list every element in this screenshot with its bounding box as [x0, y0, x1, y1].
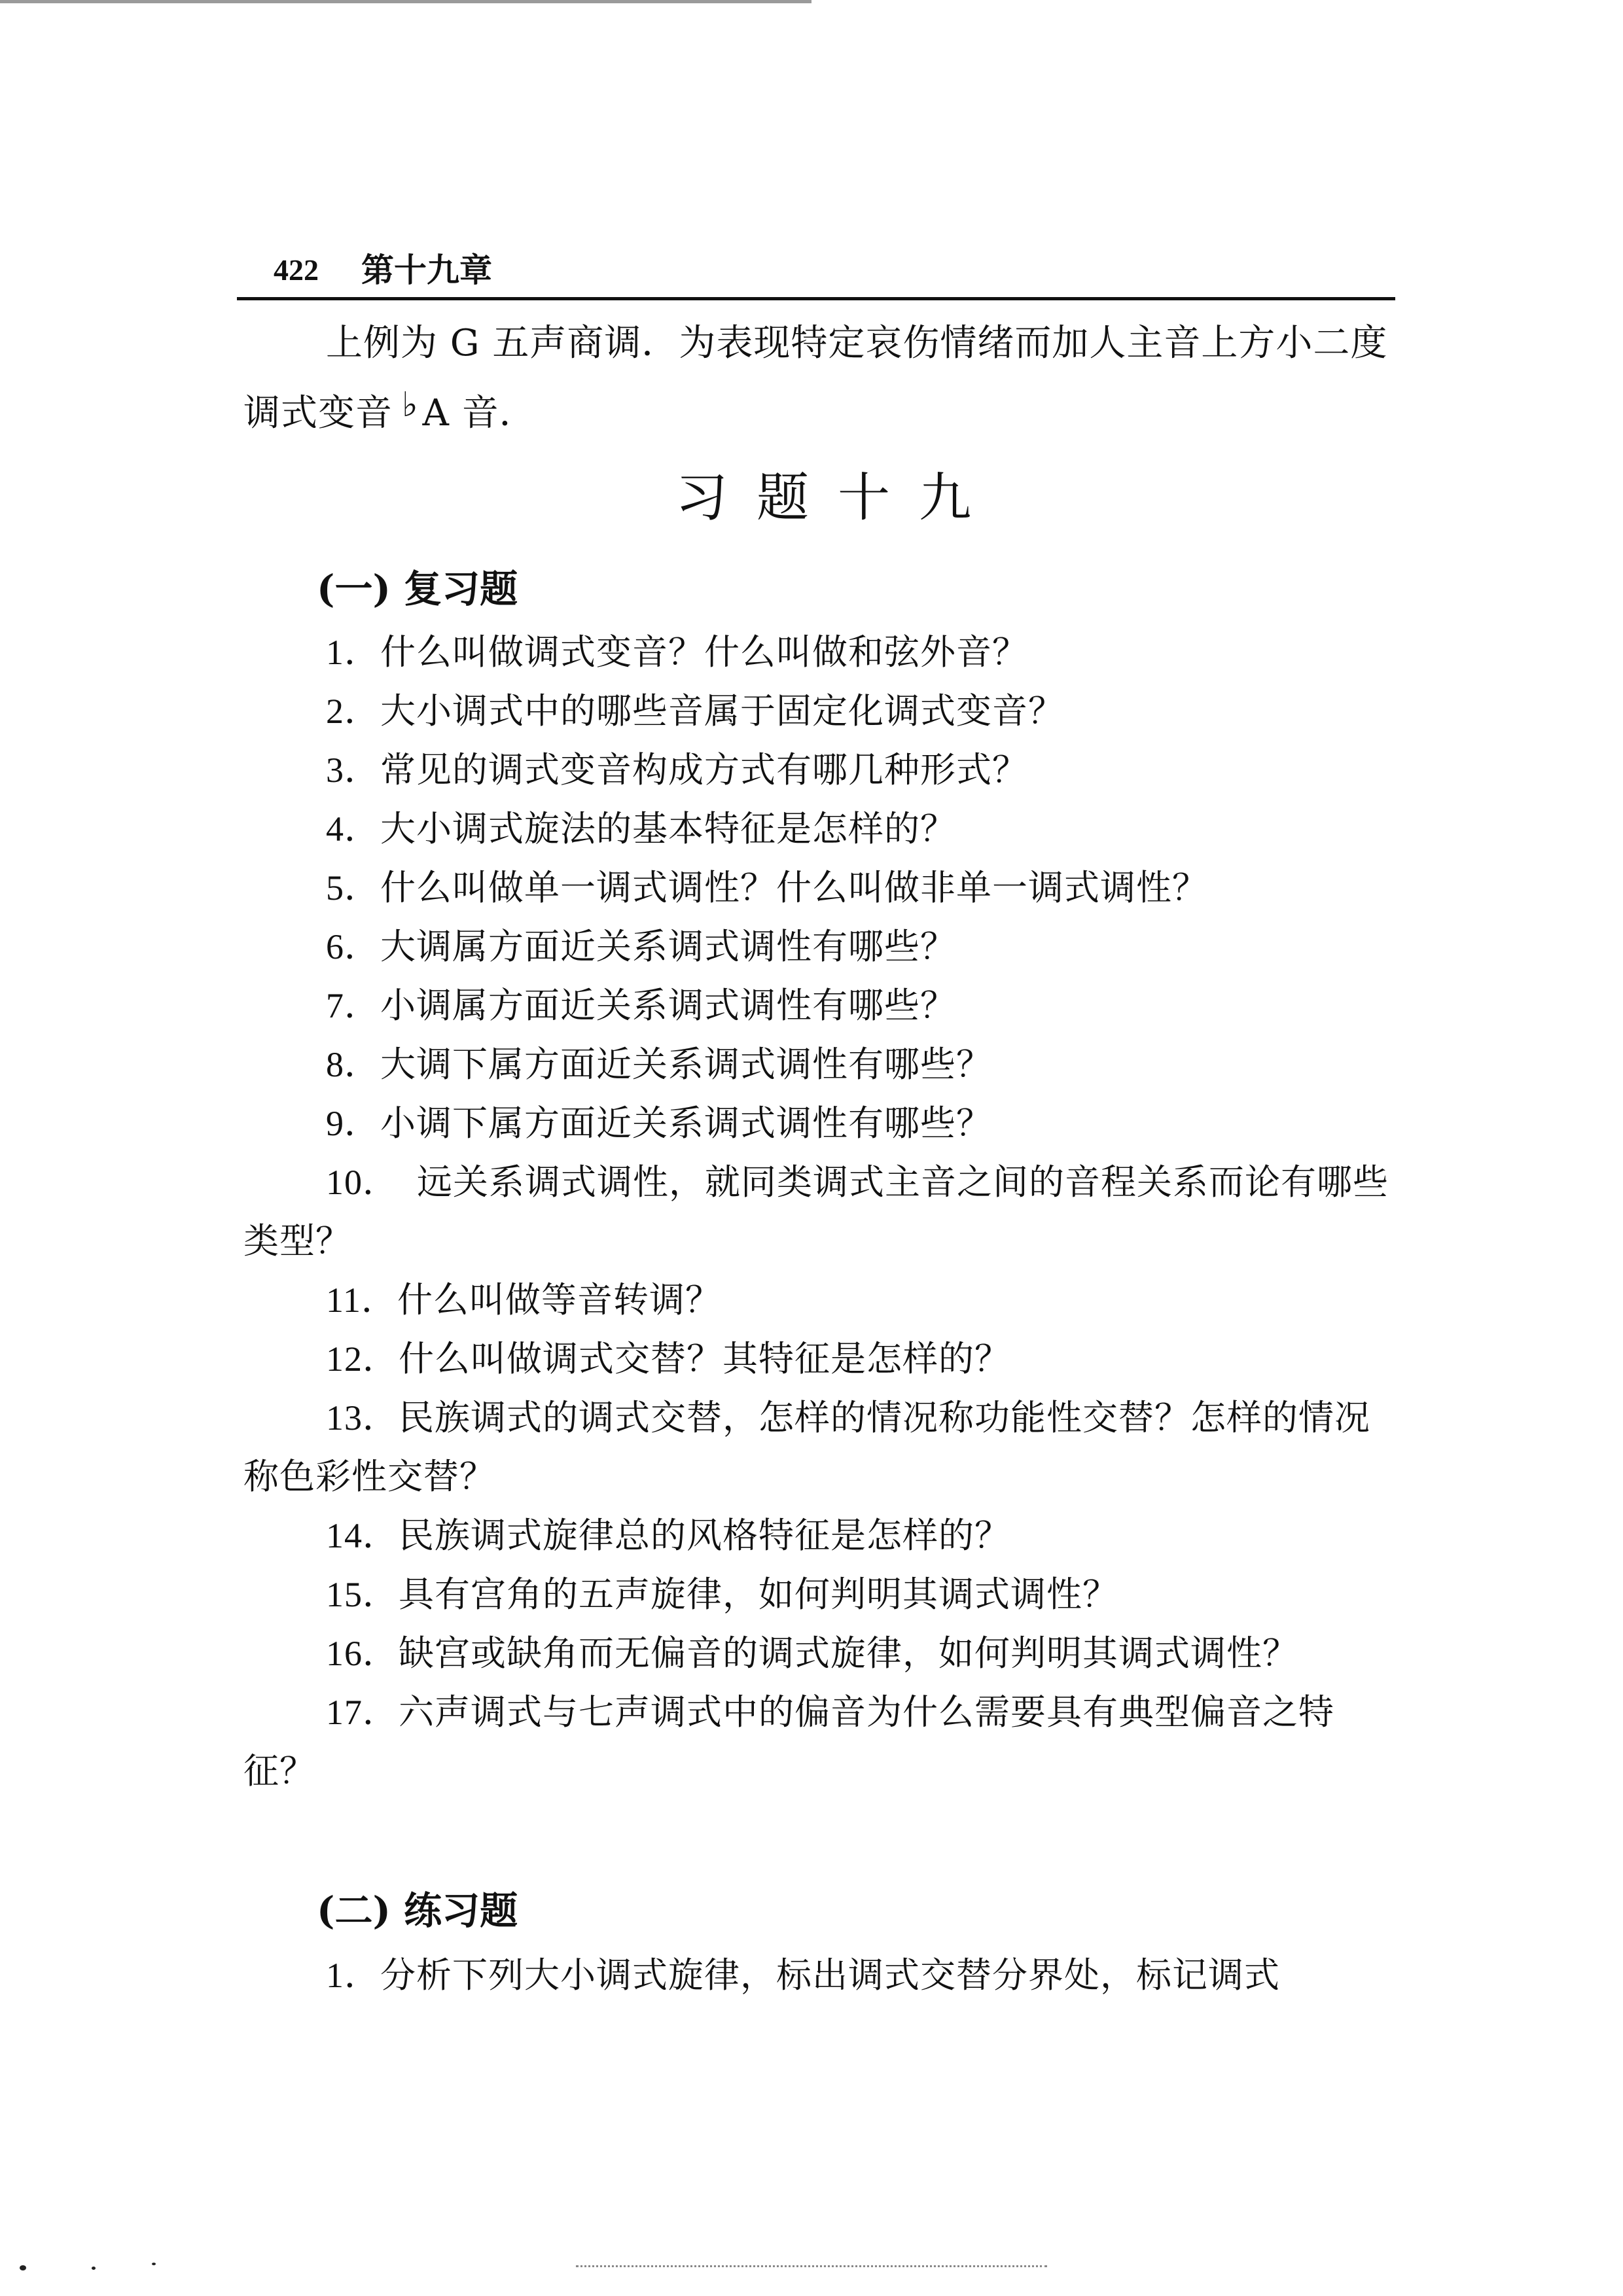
question-text: 缺宫或缺角而无偏音的调式旋律，如何判明其调式调性？ [399, 1633, 1298, 1674]
scan-speck [152, 2263, 156, 2265]
review-question [243, 976, 1395, 1035]
review-question [243, 741, 1395, 800]
review-question [243, 917, 1395, 976]
flat-symbol: ♭ [402, 385, 419, 425]
review-question [243, 1094, 1395, 1153]
scan-noise [0, 2251, 1623, 2277]
question-text: 大调属方面近关系调式调性有哪些？ [380, 926, 956, 967]
question-number: 17． [326, 1693, 399, 1732]
review-question [243, 800, 1395, 858]
question-text: 远关系调式调性，就同类调式主音之间的音程关系而论有哪些类型？ [243, 1161, 1389, 1262]
review-question-list [243, 623, 1395, 1801]
intro-paragraph [243, 313, 1395, 444]
question-number: 12． [326, 1339, 399, 1379]
question-text: 小调下属方面近关系调式调性有哪些？ [380, 1103, 992, 1144]
question-text: 大调下属方面近关系调式调性有哪些？ [380, 1044, 992, 1085]
question-number: 6． [326, 927, 380, 966]
review-question [243, 1683, 1395, 1801]
review-question [243, 1565, 1395, 1624]
question-number: 4． [326, 809, 380, 849]
question-number: 11． [326, 1280, 397, 1320]
question-text: 具有宫角的五声旋律，如何判明其调式调性？ [399, 1574, 1118, 1615]
review-question [243, 1624, 1395, 1683]
question-number: 13． [326, 1398, 399, 1438]
scan-speck [92, 2267, 96, 2270]
review-question [243, 1271, 1395, 1330]
question-text: 常见的调式变音构成方式有哪几种形式？ [380, 749, 1028, 790]
practice-question [243, 1946, 1395, 2005]
question-number: 15． [326, 1575, 399, 1614]
intro-text-before-flat: 上例为 G 五声商调．为表现特定哀伤情绪而加人主音上方小二度调式变音 [243, 322, 1388, 434]
question-text: 大小调式旋法的基本特征是怎样的？ [380, 808, 956, 849]
question-text: 民族调式旋律总的风格特征是怎样的？ [399, 1515, 1010, 1556]
question-number: 16． [326, 1634, 399, 1673]
intro-text-after-flat: A 音． [422, 392, 537, 434]
question-number: 1． [326, 1956, 380, 1995]
question-text: 分析下列大小调式旋律，标出调式交替分界处，标记调式 [380, 1954, 1280, 1996]
header-rule [237, 297, 1395, 300]
question-text: 六声调式与七声调式中的偏音为什么需要具有典型偏音之特征？ [243, 1691, 1334, 1792]
question-number: 3． [326, 751, 380, 790]
question-text: 什么叫做调式变音？什么叫做和弦外音？ [380, 631, 1028, 673]
question-number: 5． [326, 868, 380, 908]
review-question [243, 1388, 1395, 1506]
review-question [243, 682, 1395, 741]
question-number: 8． [326, 1045, 380, 1084]
review-question [243, 1153, 1395, 1271]
review-question [243, 858, 1395, 917]
exercise-title: 习题十九 [675, 467, 1000, 528]
practice-heading: (二) 练习题 [317, 1888, 518, 1933]
review-question [243, 623, 1395, 682]
question-number: 7． [326, 986, 380, 1025]
page-number: 422 [274, 253, 319, 287]
question-number: 1． [326, 633, 380, 672]
review-question [243, 1035, 1395, 1094]
practice-question-list [243, 1946, 1395, 2005]
question-text: 什么叫做单一调式调性？什么叫做非单一调式调性？ [380, 867, 1208, 908]
scan-speck [20, 2265, 26, 2270]
question-text: 大小调式中的哪些音属于固定化调式变音？ [380, 690, 1064, 732]
question-number: 10． [326, 1163, 381, 1202]
chapter-title: 第十九章 [361, 251, 492, 289]
scan-dotted-line [576, 2265, 1047, 2270]
question-text: 民族调式的调式交替，怎样的情况称功能性交替？怎样的情况称色彩性交替？ [243, 1397, 1370, 1497]
question-number: 9． [326, 1104, 380, 1143]
review-question [243, 1330, 1395, 1388]
question-text: 小调属方面近关系调式调性有哪些？ [380, 985, 956, 1026]
review-heading: (一) 复习题 [317, 567, 518, 611]
question-number: 2． [326, 692, 380, 731]
review-question [243, 1506, 1395, 1565]
scan-edge-line [0, 0, 812, 3]
question-number: 14． [326, 1516, 399, 1555]
page-header [237, 247, 1395, 293]
question-text: 什么叫做等音转调？ [397, 1279, 721, 1320]
question-text: 什么叫做调式交替？其特征是怎样的？ [399, 1338, 1010, 1379]
